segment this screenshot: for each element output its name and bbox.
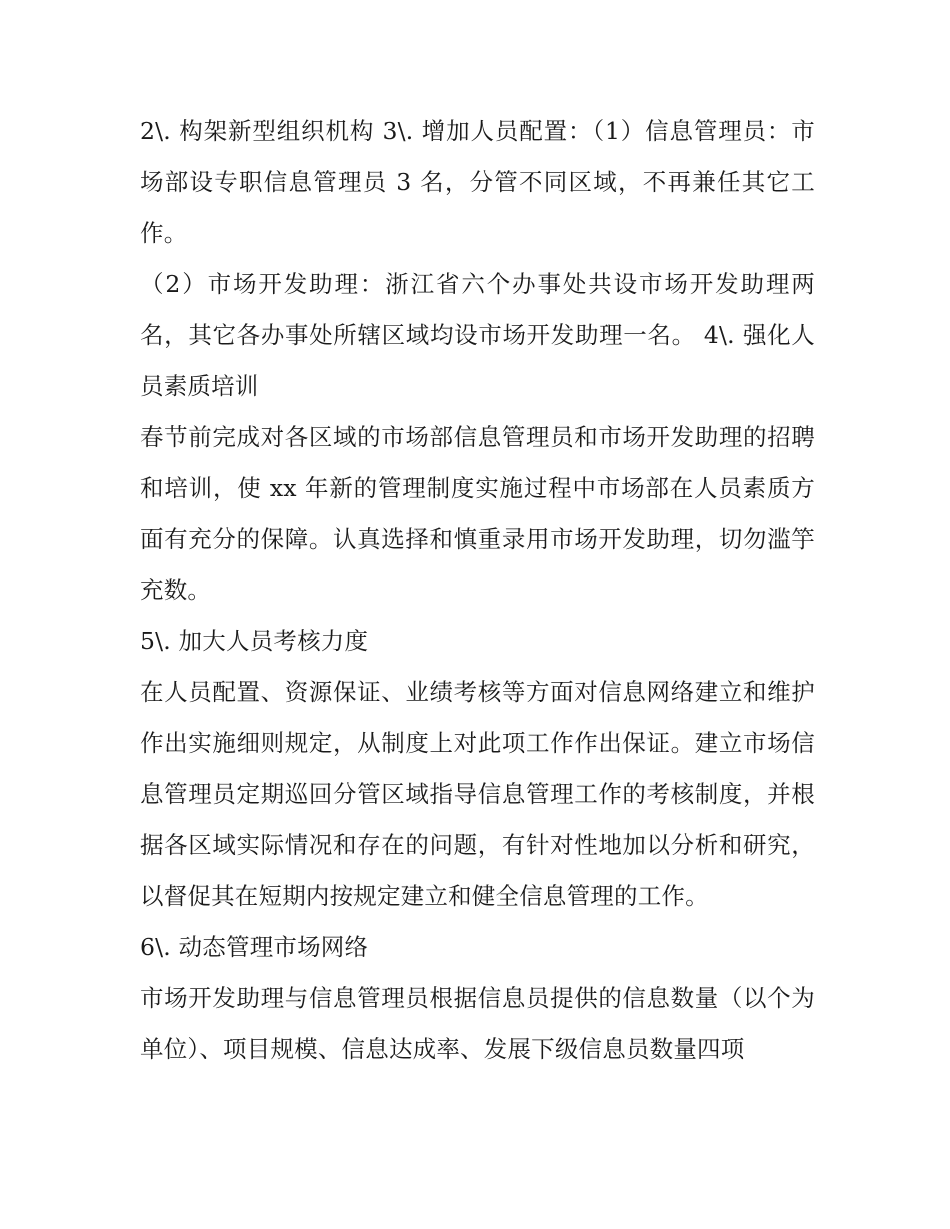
heading-staff-assessment: 5\. 加大人员考核力度 [140,627,369,655]
heading-dynamic-network: 6\. 动态管理市场网络 [140,933,369,961]
paragraph-market-assistant: （2）市场开发助理：浙江省六个办事处共设市场开发助理两名，其它各办事处所辖区域均设市场开发助理一名。 4\. 强化人员素质培训 [140,270,815,400]
paragraph-recruit-training: 春节前完成对各区域的市场部信息管理员和市场开发助理的招聘和培训，使 xx 年新的管理制度实施过程中市场部在人员素质方面有充分的保障。认真选择和慎重录用市场开发助理，切勿滥竽充数。 [140,423,815,604]
paragraph-network-metrics: 市场开发助理与信息管理员根据信息员提供的信息数量（以个为单位）、项目规模、信息达成率、发展下级信息员数量四项 [140,984,815,1063]
paragraph-org-structure-staffing: 2\. 构架新型组织机构 3\. 增加人员配置：（1）信息管理员：市场部设专职信息管理员 3 名，分管不同区域，不再兼任其它工作。 [140,117,815,247]
document-body [140,106,815,1075]
paragraph-assessment-rules: 在人员配置、资源保证、业绩考核等方面对信息网络建立和维护作出实施细则规定，从制度上对此项工作作出保证。建立市场信息管理员定期巡回分管区域指导信息管理工作的考核制度，并根据各区域实际情况和存在的问题，有针对性地加以分析和研究，以督促其在短期内按规定建立和健全信息管理的工作。 [140,678,815,910]
